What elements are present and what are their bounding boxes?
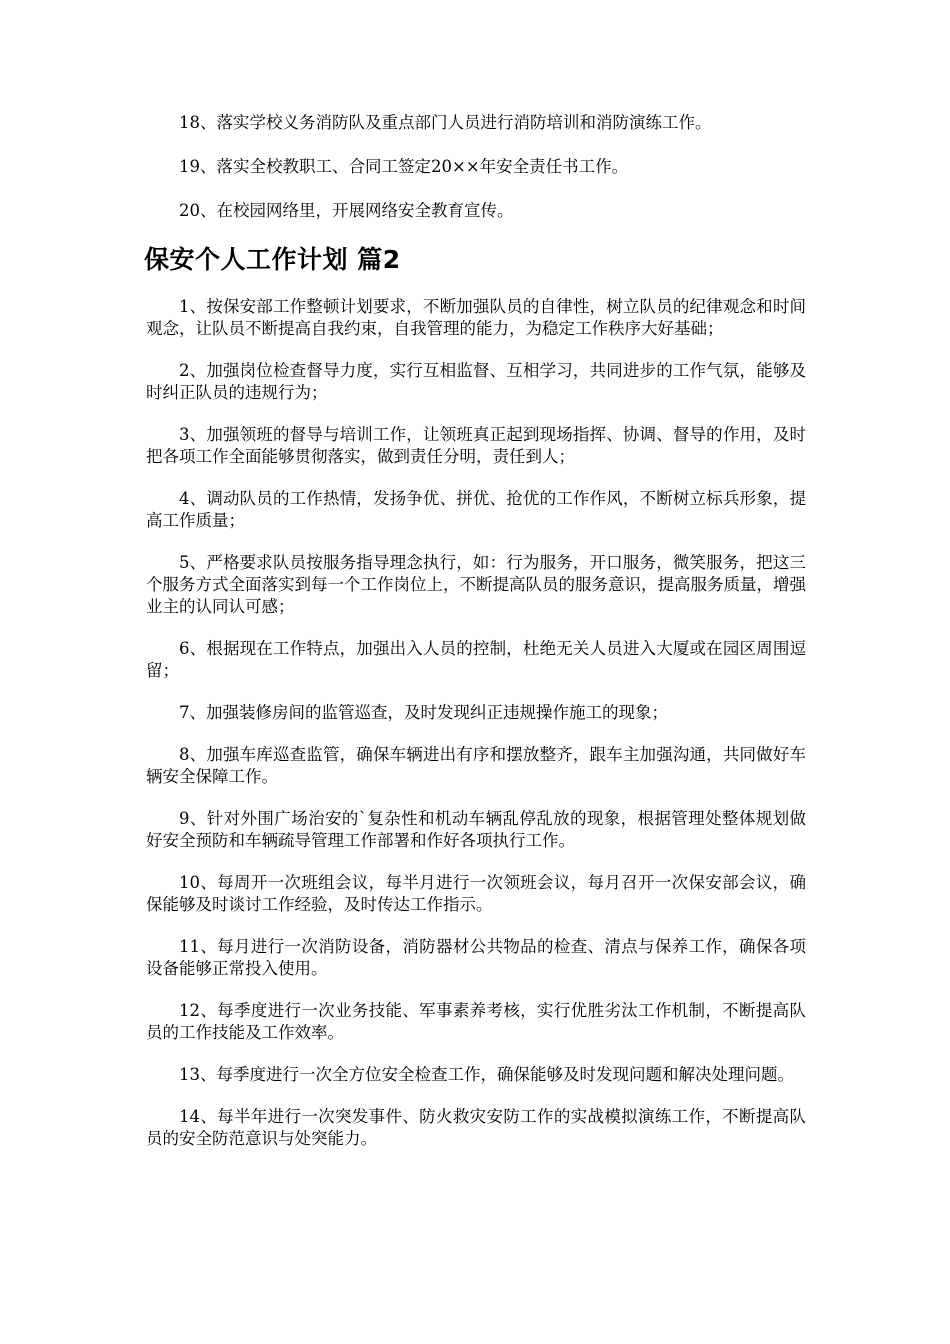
list-item: 1、按保安部工作整顿计划要求，不断加强队员的自律性，树立队员的纪律观念和时间观念，让队员不断提高自我约束，自我管理的能力，为稳定工作秩序大好基础；: [146, 297, 806, 338]
list-item: 3、加强领班的督导与培训工作，让领班真正起到现场指挥、协调、督导的作用，及时把各项工作全面能够贯彻落实，做到责任分明，责任到人；: [146, 425, 806, 466]
list-item: 6、根据现在工作特点，加强出入人员的控制，杜绝无关人员进入大厦或在园区周围逗留；: [146, 639, 806, 680]
list-item: 10、每周开一次班组会议，每半月进行一次领班会议，每月召开一次保安部会议，确保能够及时谈讨工作经验，及时传达工作指示。: [146, 873, 806, 914]
list-item: 11、每月进行一次消防设备，消防器材公共物品的检查、清点与保养工作，确保各项设备能够正常投入使用。: [146, 937, 806, 978]
list-item: 9、针对外围广场治安的`复杂性和机动车辆乱停乱放的现象，根据管理处整体规划做好安全预防和车辆疏导管理工作部署和作好各项执行工作。: [146, 809, 806, 850]
list-item: 20、在校园网络里，开展网络安全教育宣传。: [179, 201, 514, 220]
list-item: 5、严格要求队员按服务指导理念执行，如：行为服务，开口服务，微笑服务，把这三个服务方式全面落实到每一个工作岗位上，不断提高队员的服务意识，提高服务质量，增强业主的认同认可感；: [146, 553, 806, 616]
document-page: [146, 112, 806, 1170]
list-item: 18、落实学校义务消防队及重点部门人员进行消防培训和消防演练工作。: [179, 113, 712, 132]
list-item: 8、加强车库巡查监管，确保车辆进出有序和摆放整齐，跟车主加强沟通，共同做好车辆安全保障工作。: [146, 745, 806, 786]
list-item: 19、落实全校教职工、合同工签定20××年安全责任书工作。: [179, 157, 629, 176]
list-item: 4、调动队员的工作热情，发扬争优、拼优、抢优的工作作风，不断树立标兵形象，提高工作质量；: [146, 489, 806, 530]
list-item: 7、加强装修房间的监管巡查，及时发现纠正违规操作施工的现象；: [179, 703, 668, 722]
list-item: 14、每半年进行一次突发事件、防火救灾安防工作的实战模拟演练工作，不断提高队员的安全防范意识与处突能力。: [146, 1107, 806, 1148]
list-item: 13、每季度进行一次全方位安全检查工作，确保能够及时发现问题和解决处理问题。: [179, 1065, 794, 1084]
list-item: 2、加强岗位检查督导力度，实行互相监督、互相学习，共同进步的工作气氛，能够及时纠正队员的违规行为；: [146, 361, 806, 402]
list-item: 12、每季度进行一次业务技能、军事素养考核，实行优胜劣汰工作机制，不断提高队员的工作技能及工作效率。: [146, 1001, 806, 1042]
section-title: 保安个人工作计划 篇2: [144, 245, 401, 274]
